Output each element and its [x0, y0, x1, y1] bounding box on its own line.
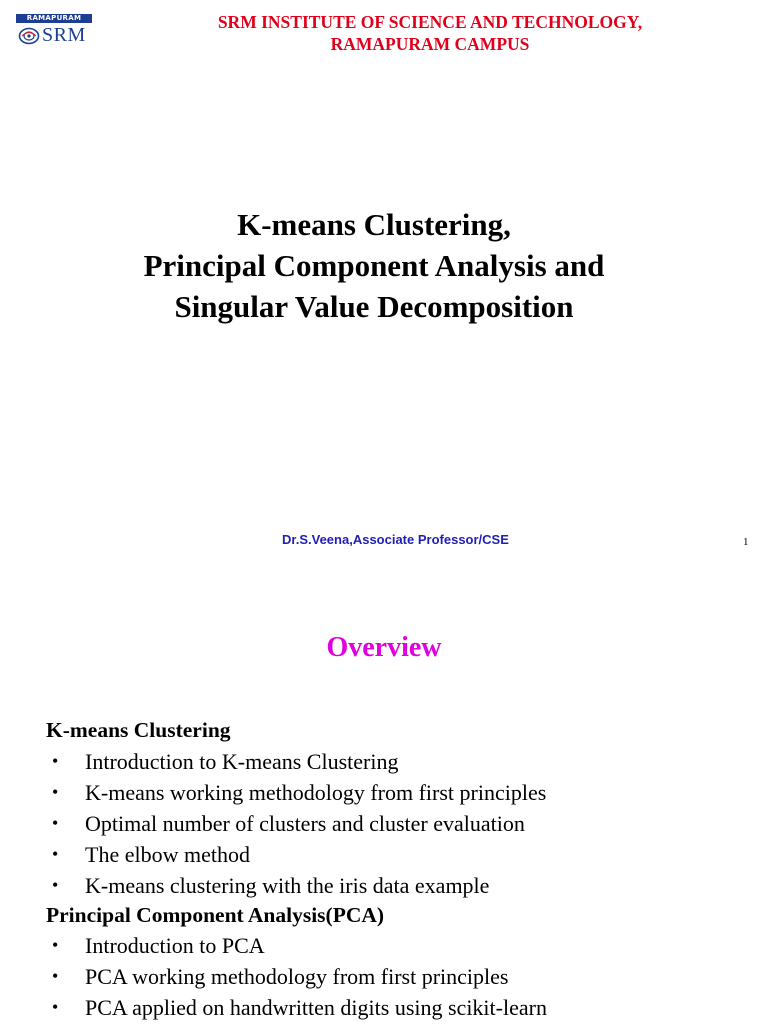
section-heading-kmeans: K-means Clustering	[46, 718, 231, 742]
bullet-dot-icon: •	[52, 782, 59, 802]
presentation-title	[0, 204, 748, 327]
institute-name-line2: RAMAPURAM CAMPUS	[330, 34, 530, 54]
bullet-dot-icon: •	[52, 997, 59, 1017]
bullet-dot-icon: •	[52, 966, 59, 986]
bullet-dot-icon: •	[52, 813, 59, 833]
overview-title: Overview	[326, 632, 442, 663]
title-line2: Principal Component Analysis and	[143, 248, 605, 283]
institute-name-line1: SRM INSTITUTE OF SCIENCE AND TECHNOLOGY,	[217, 12, 643, 32]
author-credit: Dr.S.Veena,Associate Professor/CSE	[282, 532, 509, 547]
overview-slide	[0, 578, 768, 1024]
list-item-text: K-means clustering with the iris data example	[85, 873, 490, 898]
list-item-text: The elbow method	[85, 842, 250, 867]
list-item-text: Introduction to K-means Clustering	[85, 749, 399, 774]
section-heading-pca: Principal Component Analysis(PCA)	[46, 903, 385, 927]
list-item-text: Introduction to PCA	[85, 933, 265, 958]
title-line1: K-means Clustering,	[237, 207, 511, 242]
bullet-dot-icon: •	[52, 875, 59, 895]
title-line3: Singular Value Decomposition	[174, 289, 574, 324]
list-item-text: K-means working methodology from first principles	[85, 780, 547, 805]
page-number: 1	[743, 536, 749, 548]
list-item-text: PCA working methodology from first principles	[85, 964, 509, 989]
logo-band-text: RAMAPURAM	[16, 14, 92, 23]
institute-name	[110, 11, 750, 55]
bullet-dot-icon: •	[52, 844, 59, 864]
srm-logo	[16, 14, 92, 46]
list-item-text: Optimal number of clusters and cluster evaluation	[85, 811, 525, 836]
bullet-dot-icon: •	[52, 751, 59, 771]
bullet-dot-icon: •	[52, 935, 59, 955]
logo-brand-text: SRM	[42, 24, 86, 46]
list-item-text: PCA applied on handwritten digits using scikit-learn	[85, 995, 547, 1020]
srm-emblem-icon	[18, 27, 40, 45]
